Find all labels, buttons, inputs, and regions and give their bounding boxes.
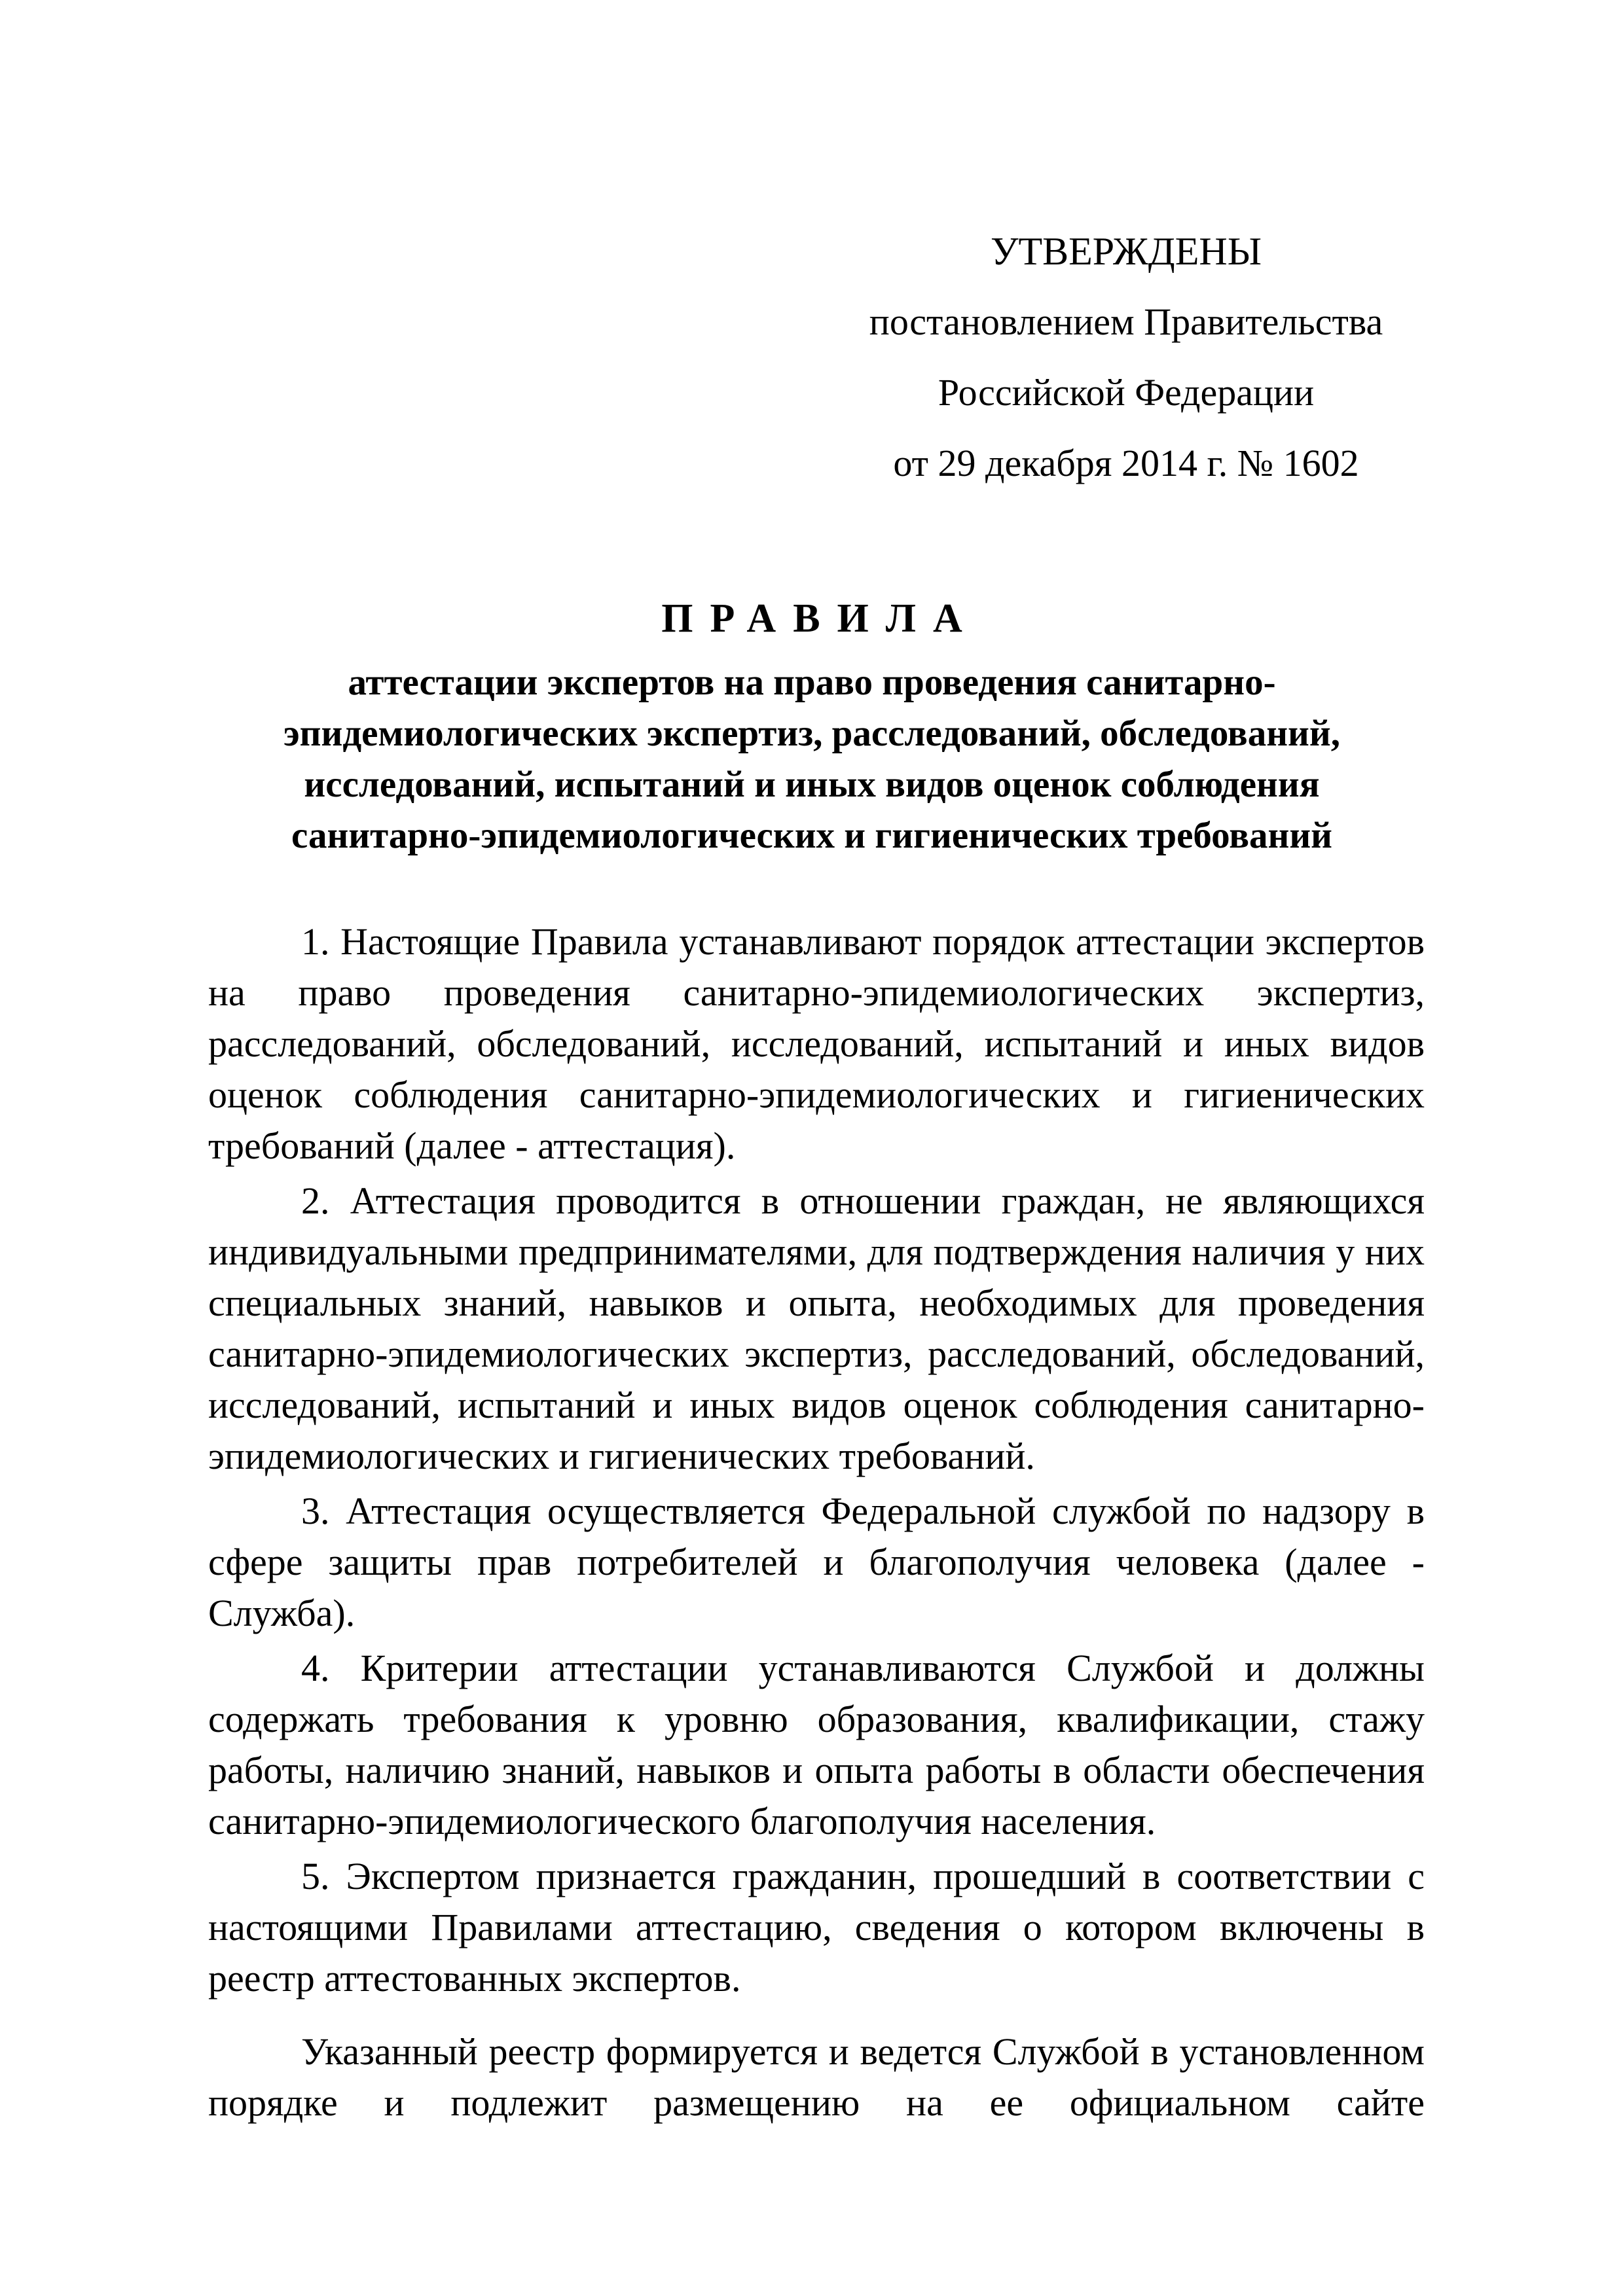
paragraph-3: 3. Аттестация осуществляется Федеральной службой по надзору в сфере защиты прав потребителей и благополучия человека (далее - Служба). <box>208 1490 1425 1634</box>
approval-title: УТВЕРЖДЕНЫ <box>990 230 1262 273</box>
paragraph-4: 4. Критерии аттестации устанавливаются Службой и должны содержать требования к уровню образования, квалификации, стажу работы, наличию знаний, навыков и опыта работы в области обеспечения санитарно-эпидемиологического благополучия населения. <box>208 1647 1425 1842</box>
subtitle-line: исследований, испытаний и иных видов оценок соблюдения <box>304 764 1320 805</box>
subtitle-line: аттестации экспертов на право проведения санитарно- <box>348 662 1276 703</box>
paragraph-registry: Указанный реестр формируется и ведется Службой в установленном порядке и подлежит размещению на ее официальном сайте <box>208 2030 1425 2124</box>
approval-line-date-number: от 29 декабря 2014 г. № 1602 <box>893 442 1359 484</box>
subtitle-line: санитарно-эпидемиологических и гигиенических требований <box>291 815 1333 856</box>
approval-line-decree: постановлением Правительства <box>869 300 1383 343</box>
document-body <box>208 916 1425 2132</box>
approval-line-government: Российской Федерации <box>938 371 1315 414</box>
paragraph-1: 1. Настоящие Правила устанавливают порядок аттестации экспертов на право проведения санитарно-эпидемиологических экспертиз, расследований, обследований, исследований, испытаний и иных видов оценок соблюдения санитарно-эпидемиологических и гигиенических требований (далее - аттестация). <box>208 920 1425 1167</box>
document-heading: ПРАВИЛА <box>661 596 979 641</box>
subtitle-line: эпидемиологических экспертиз, расследований, обследований, <box>283 713 1340 754</box>
paragraph-2: 2. Аттестация проводится в отношении граждан, не являющихся индивидуальными предпринимателями, для подтверждения наличия у них специальных знаний, навыков и опыта, необходимых для проведения санитарно-эпидемиологических экспертиз, расследований, обследований, исследований, испытаний и иных видов оценок соблюдения санитарно-эпидемиологических и гигиенических требований. <box>208 1179 1425 1477</box>
paragraph-5: 5. Экспертом признается гражданин, прошедший в соответствии с настоящими Правилами аттестацию, сведения о котором включены в реестр аттестованных экспертов. <box>208 1855 1425 2000</box>
document-title-block <box>196 589 1427 861</box>
approval-block <box>858 216 1395 499</box>
document-subtitle <box>196 657 1427 861</box>
